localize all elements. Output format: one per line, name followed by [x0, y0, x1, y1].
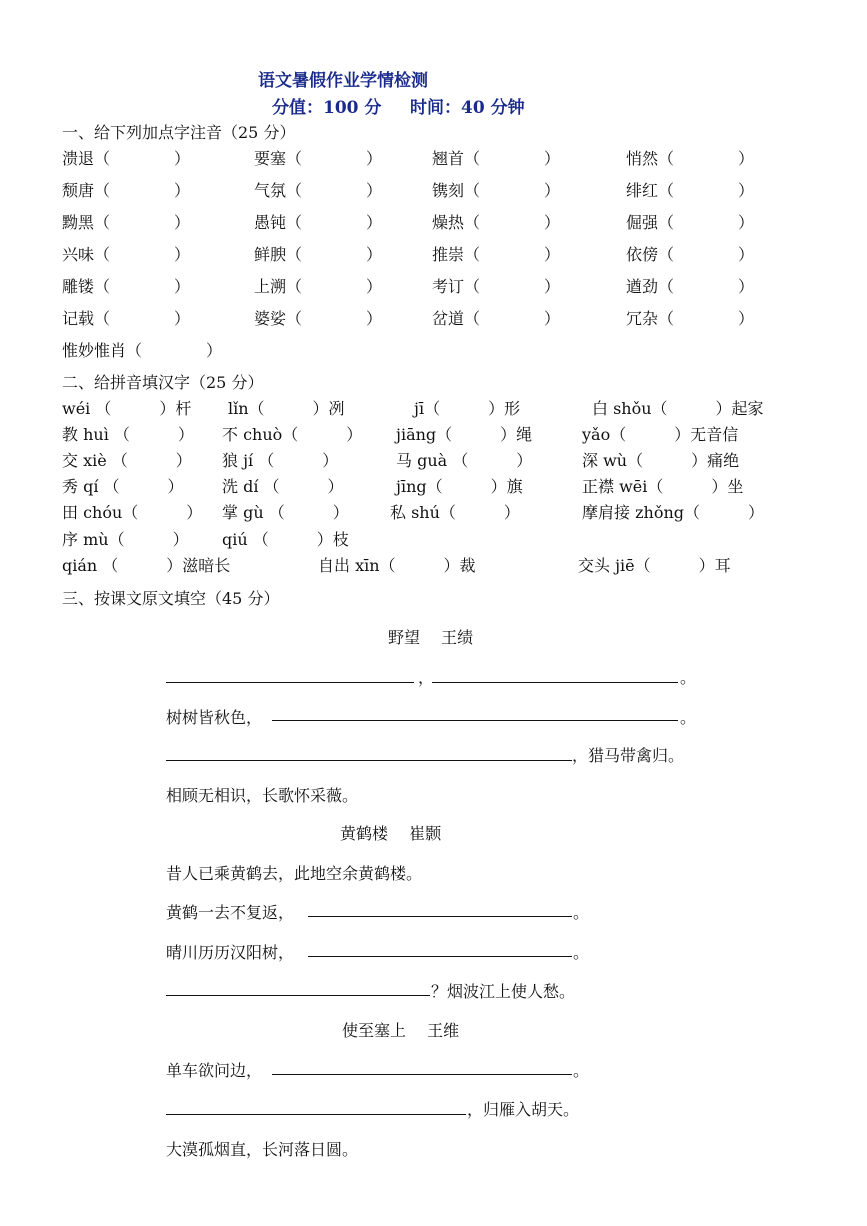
- poem1-line3-end: ，猎马带禽归。: [572, 746, 685, 765]
- s1-r4-c3: 推崇（ ）: [432, 245, 561, 264]
- s1-r6-c2: 婆娑（ ）: [254, 309, 383, 328]
- s1-r5-c4: 遒劲（ ）: [626, 277, 755, 296]
- poem3-line1-blank[interactable]: [272, 1074, 572, 1075]
- s1-r6-c4: 冗杂（ ）: [626, 309, 755, 328]
- poem2-line2-blank[interactable]: [308, 916, 572, 917]
- page-title: 语文暑假作业学情检测: [258, 71, 428, 91]
- poem1-line1-blank-a[interactable]: [166, 682, 414, 683]
- poem1-line4: 相顾无相识，长歌怀采薇。: [166, 786, 359, 805]
- poem3-line3: 大漠孤烟直，长河落日圆。: [166, 1140, 359, 1159]
- s2-r4-c2: 洗 dí （ ）: [222, 477, 344, 496]
- poem2-title: 黄鹤楼 崔颢: [340, 824, 442, 843]
- poem1-line1-end: 。: [680, 668, 697, 687]
- poem3-line1-start: 单车欲问边，: [166, 1061, 263, 1080]
- s1-r3-c4: 倔强（ ）: [626, 213, 755, 232]
- poem1-line3-blank[interactable]: [166, 760, 572, 761]
- score-label: 分值：100 分: [272, 98, 382, 118]
- poem1-line1-blank-b[interactable]: [432, 682, 678, 683]
- s1-r6-c1: 记载（ ）: [62, 309, 191, 328]
- poem3-line1-end: 。: [573, 1061, 590, 1080]
- s1-r3-c1: 黝黑（ ）: [62, 213, 191, 232]
- poem2-line4-blank[interactable]: [166, 995, 430, 996]
- s2-r5-c4: 摩肩接 zhǒng（ ）: [582, 503, 765, 522]
- poem3-title: 使至塞上 王维: [342, 1021, 460, 1040]
- s1-r1-c4: 悄然（ ）: [626, 149, 755, 168]
- poem2-line4-end: ？烟波江上使人愁。: [431, 982, 576, 1001]
- s2-r5-c1: 田 chóu（ ）: [62, 503, 203, 522]
- s1-r6-c3: 岔道（ ）: [432, 309, 561, 328]
- poem1-line2-blank[interactable]: [272, 720, 678, 721]
- s2-r4-c4: 正襟 wēi（ ）坐: [582, 477, 744, 496]
- s2-r1-c3: jī（ ）形: [414, 399, 521, 418]
- s2-r3-c4: 深 wù（ ）痛绝: [582, 451, 740, 470]
- poem1-line1-comma: ，: [418, 668, 435, 687]
- s1-r3-c2: 愚钝（ ）: [254, 213, 383, 232]
- section2-heading: 二、给拼音填汉字（25 分）: [62, 373, 264, 392]
- s2-r7-c1: qián （ ）滋暗长: [62, 556, 231, 575]
- s2-r6-c1: 序 mù（ ）: [62, 530, 189, 549]
- poem2-line3-blank[interactable]: [308, 956, 572, 957]
- poem2-line3-end: 。: [573, 943, 590, 962]
- s2-r1-c4: 白 shǒu（ ）起家: [592, 399, 764, 418]
- poem3-line2-end: ，归雁入胡天。: [467, 1100, 580, 1119]
- s2-r5-c2: 掌 gù （ ）: [222, 503, 349, 522]
- s1-r5-c3: 考订（ ）: [432, 277, 561, 296]
- s2-r7-c4: 交头 jiē（ ）耳: [578, 556, 731, 575]
- section1-heading: 一、给下列加点字注音（25 分）: [62, 123, 296, 142]
- poem3-line2-blank[interactable]: [166, 1114, 466, 1115]
- poem2-line1: 昔人已乘黄鹤去，此地空余黄鹤楼。: [166, 864, 423, 883]
- section3-heading: 三、按课文原文填空（45 分）: [62, 589, 280, 608]
- s2-r3-c3: 马 guà （ ）: [396, 451, 533, 470]
- s1-r2-c3: 镌刻（ ）: [432, 181, 561, 200]
- poem1-line2-end: 。: [680, 708, 697, 727]
- s2-r2-c4: yǎo（ ）无音信: [582, 425, 739, 444]
- s1-r5-c1: 雕镂（ ）: [62, 277, 191, 296]
- s1-r3-c3: 燥热（ ）: [432, 213, 561, 232]
- s1-r2-c1: 颓唐（ ）: [62, 181, 191, 200]
- poem2-line2-end: 。: [573, 903, 590, 922]
- s2-r2-c2: 不 chuò（ ）: [222, 425, 363, 444]
- s1-r5-c2: 上溯（ ）: [254, 277, 383, 296]
- s1-r2-c4: 绯红（ ）: [626, 181, 755, 200]
- s1-r2-c2: 气氛（ ）: [254, 181, 383, 200]
- s2-r3-c1: 交 xiè （ ）: [62, 451, 192, 470]
- s1-last: 惟妙惟肖（ ）: [62, 341, 223, 360]
- s1-r1-c2: 要塞（ ）: [254, 149, 383, 168]
- s2-r2-c3: jiāng（ ）绳: [396, 425, 533, 444]
- s2-r2-c1: 教 huì （ ）: [62, 425, 194, 444]
- s2-r3-c2: 狼 jí （ ）: [222, 451, 339, 470]
- s1-r1-c1: 溃退（ ）: [62, 149, 191, 168]
- s2-r4-c3: jīng（ ）旗: [396, 477, 523, 496]
- time-label: 时间：40 分钟: [410, 98, 525, 118]
- s2-r1-c2: lǐn（ ）冽: [228, 399, 345, 418]
- poem1-title: 野望 王绩: [388, 628, 474, 647]
- s1-r4-c4: 依傍（ ）: [626, 245, 755, 264]
- s1-r4-c1: 兴味（ ）: [62, 245, 191, 264]
- s2-r6-c2: qiú （ ）枝: [222, 530, 349, 549]
- s2-r1-c1: wéi （ ）杆: [62, 399, 192, 418]
- poem2-line3-start: 晴川历历汉阳树，: [166, 943, 295, 962]
- s2-r5-c3: 私 shú（ ）: [390, 503, 520, 522]
- s1-r1-c3: 翘首（ ）: [432, 149, 561, 168]
- s2-r4-c1: 秀 qí （ ）: [62, 477, 184, 496]
- s1-r4-c2: 鲜腴（ ）: [254, 245, 383, 264]
- poem2-line2-start: 黄鹤一去不复返，: [166, 903, 295, 922]
- poem1-line2-start: 树树皆秋色，: [166, 708, 263, 727]
- s2-r7-c3: 自出 xīn（ ）裁: [318, 556, 476, 575]
